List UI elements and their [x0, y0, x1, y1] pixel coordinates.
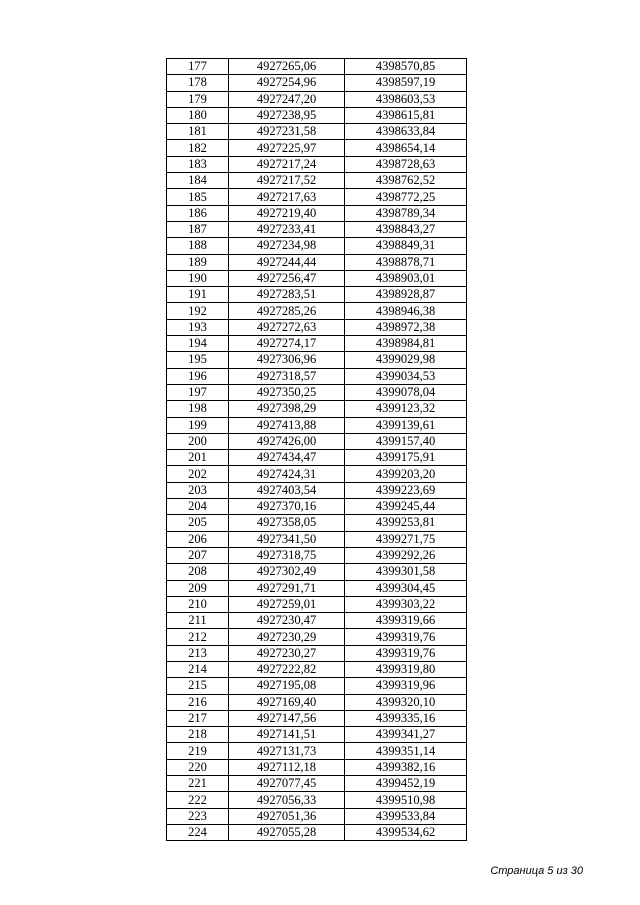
- point-number-cell: 218: [167, 727, 229, 743]
- y-coordinate-cell: 4399351,14: [345, 743, 467, 759]
- point-number-cell: 192: [167, 303, 229, 319]
- table-row: [167, 613, 467, 629]
- point-number-cell: 214: [167, 661, 229, 677]
- point-number-cell: 191: [167, 287, 229, 303]
- point-number-cell: 210: [167, 596, 229, 612]
- table-row: [167, 254, 467, 270]
- table-row: [167, 596, 467, 612]
- y-coordinate-cell: 4399029,98: [345, 352, 467, 368]
- y-coordinate-cell: 4399271,75: [345, 531, 467, 547]
- point-number-cell: 201: [167, 450, 229, 466]
- point-number-cell: 216: [167, 694, 229, 710]
- y-coordinate-cell: 4398654,14: [345, 140, 467, 156]
- x-coordinate-cell: 4927195,08: [229, 678, 345, 694]
- point-number-cell: 179: [167, 91, 229, 107]
- y-coordinate-cell: 4399301,58: [345, 564, 467, 580]
- x-coordinate-cell: 4927318,75: [229, 547, 345, 563]
- y-coordinate-cell: 4398728,63: [345, 156, 467, 172]
- point-number-cell: 177: [167, 59, 229, 75]
- point-number-cell: 199: [167, 417, 229, 433]
- table-row: [167, 824, 467, 840]
- x-coordinate-cell: 4927318,57: [229, 368, 345, 384]
- x-coordinate-cell: 4927222,82: [229, 661, 345, 677]
- x-coordinate-cell: 4927217,24: [229, 156, 345, 172]
- point-number-cell: 194: [167, 336, 229, 352]
- table-row: [167, 173, 467, 189]
- point-number-cell: 213: [167, 645, 229, 661]
- point-number-cell: 211: [167, 613, 229, 629]
- table-row: [167, 710, 467, 726]
- table-row: [167, 792, 467, 808]
- y-coordinate-cell: 4399319,76: [345, 645, 467, 661]
- y-coordinate-cell: 4398762,52: [345, 173, 467, 189]
- y-coordinate-cell: 4399319,80: [345, 661, 467, 677]
- y-coordinate-cell: 4399157,40: [345, 433, 467, 449]
- table-row: [167, 531, 467, 547]
- y-coordinate-cell: 4399245,44: [345, 499, 467, 515]
- point-number-cell: 183: [167, 156, 229, 172]
- table-row: [167, 661, 467, 677]
- y-coordinate-cell: 4399223,69: [345, 482, 467, 498]
- x-coordinate-cell: 4927272,63: [229, 319, 345, 335]
- table-row: [167, 107, 467, 123]
- y-coordinate-cell: 4399510,98: [345, 792, 467, 808]
- y-coordinate-cell: 4398972,38: [345, 319, 467, 335]
- y-coordinate-cell: 4398903,01: [345, 270, 467, 286]
- y-coordinate-cell: 4398633,84: [345, 124, 467, 140]
- point-number-cell: 217: [167, 710, 229, 726]
- x-coordinate-cell: 4927283,51: [229, 287, 345, 303]
- y-coordinate-cell: 4399203,20: [345, 466, 467, 482]
- y-coordinate-cell: 4399175,91: [345, 450, 467, 466]
- point-number-cell: 206: [167, 531, 229, 547]
- point-number-cell: 181: [167, 124, 229, 140]
- y-coordinate-cell: 4399335,16: [345, 710, 467, 726]
- y-coordinate-cell: 4398878,71: [345, 254, 467, 270]
- table-row: [167, 59, 467, 75]
- table-row: [167, 303, 467, 319]
- point-number-cell: 180: [167, 107, 229, 123]
- x-coordinate-cell: 4927291,71: [229, 580, 345, 596]
- x-coordinate-cell: 4927233,41: [229, 221, 345, 237]
- point-number-cell: 188: [167, 238, 229, 254]
- y-coordinate-cell: 4399253,81: [345, 515, 467, 531]
- x-coordinate-cell: 4927302,49: [229, 564, 345, 580]
- y-coordinate-cell: 4399452,19: [345, 776, 467, 792]
- y-coordinate-cell: 4398603,53: [345, 91, 467, 107]
- table-row: [167, 450, 467, 466]
- table-row: [167, 466, 467, 482]
- table-row: [167, 91, 467, 107]
- table-row: [167, 808, 467, 824]
- x-coordinate-cell: 4927169,40: [229, 694, 345, 710]
- point-number-cell: 208: [167, 564, 229, 580]
- point-number-cell: 212: [167, 629, 229, 645]
- point-number-cell: 196: [167, 368, 229, 384]
- x-coordinate-cell: 4927285,26: [229, 303, 345, 319]
- point-number-cell: 221: [167, 776, 229, 792]
- point-number-cell: 222: [167, 792, 229, 808]
- table-row: [167, 336, 467, 352]
- y-coordinate-cell: 4399319,76: [345, 629, 467, 645]
- x-coordinate-cell: 4927398,29: [229, 401, 345, 417]
- coordinates-table-body: [167, 59, 467, 841]
- y-coordinate-cell: 4398843,27: [345, 221, 467, 237]
- point-number-cell: 186: [167, 205, 229, 221]
- x-coordinate-cell: 4927141,51: [229, 727, 345, 743]
- table-row: [167, 238, 467, 254]
- table-row: [167, 352, 467, 368]
- y-coordinate-cell: 4399382,16: [345, 759, 467, 775]
- table-row: [167, 515, 467, 531]
- y-coordinate-cell: 4399319,66: [345, 613, 467, 629]
- x-coordinate-cell: 4927341,50: [229, 531, 345, 547]
- y-coordinate-cell: 4399123,32: [345, 401, 467, 417]
- x-coordinate-cell: 4927350,25: [229, 384, 345, 400]
- table-row: [167, 776, 467, 792]
- x-coordinate-cell: 4927147,56: [229, 710, 345, 726]
- x-coordinate-cell: 4927244,44: [229, 254, 345, 270]
- table-row: [167, 270, 467, 286]
- point-number-cell: 187: [167, 221, 229, 237]
- table-row: [167, 743, 467, 759]
- y-coordinate-cell: 4398615,81: [345, 107, 467, 123]
- table-row: [167, 319, 467, 335]
- point-number-cell: 223: [167, 808, 229, 824]
- point-number-cell: 220: [167, 759, 229, 775]
- table-row: [167, 124, 467, 140]
- point-number-cell: 185: [167, 189, 229, 205]
- x-coordinate-cell: 4927238,95: [229, 107, 345, 123]
- y-coordinate-cell: 4398849,31: [345, 238, 467, 254]
- x-coordinate-cell: 4927131,73: [229, 743, 345, 759]
- point-number-cell: 178: [167, 75, 229, 91]
- point-number-cell: 219: [167, 743, 229, 759]
- x-coordinate-cell: 4927230,47: [229, 613, 345, 629]
- table-row: [167, 727, 467, 743]
- table-row: [167, 645, 467, 661]
- y-coordinate-cell: 4398928,87: [345, 287, 467, 303]
- point-number-cell: 197: [167, 384, 229, 400]
- point-number-cell: 224: [167, 824, 229, 840]
- table-row: [167, 401, 467, 417]
- point-number-cell: 207: [167, 547, 229, 563]
- y-coordinate-cell: 4399319,96: [345, 678, 467, 694]
- x-coordinate-cell: 4927217,52: [229, 173, 345, 189]
- coordinates-table: [166, 58, 467, 841]
- y-coordinate-cell: 4398772,25: [345, 189, 467, 205]
- table-row: [167, 564, 467, 580]
- table-row: [167, 221, 467, 237]
- point-number-cell: 190: [167, 270, 229, 286]
- y-coordinate-cell: 4398946,38: [345, 303, 467, 319]
- x-coordinate-cell: 4927234,98: [229, 238, 345, 254]
- y-coordinate-cell: 4399304,45: [345, 580, 467, 596]
- x-coordinate-cell: 4927055,28: [229, 824, 345, 840]
- x-coordinate-cell: 4927230,27: [229, 645, 345, 661]
- table-row: [167, 694, 467, 710]
- y-coordinate-cell: 4399034,53: [345, 368, 467, 384]
- table-row: [167, 417, 467, 433]
- x-coordinate-cell: 4927247,20: [229, 91, 345, 107]
- x-coordinate-cell: 4927413,88: [229, 417, 345, 433]
- y-coordinate-cell: 4399292,26: [345, 547, 467, 563]
- x-coordinate-cell: 4927434,47: [229, 450, 345, 466]
- x-coordinate-cell: 4927424,31: [229, 466, 345, 482]
- y-coordinate-cell: 4399534,62: [345, 824, 467, 840]
- point-number-cell: 198: [167, 401, 229, 417]
- point-number-cell: 195: [167, 352, 229, 368]
- table-row: [167, 368, 467, 384]
- x-coordinate-cell: 4927370,16: [229, 499, 345, 515]
- table-row: [167, 75, 467, 91]
- point-number-cell: 202: [167, 466, 229, 482]
- table-row: [167, 580, 467, 596]
- table-row: [167, 189, 467, 205]
- x-coordinate-cell: 4927077,45: [229, 776, 345, 792]
- table-row: [167, 140, 467, 156]
- table-row: [167, 384, 467, 400]
- page-number-footer: Страница 5 из 30: [490, 865, 583, 877]
- x-coordinate-cell: 4927225,97: [229, 140, 345, 156]
- x-coordinate-cell: 4927259,01: [229, 596, 345, 612]
- x-coordinate-cell: 4927230,29: [229, 629, 345, 645]
- x-coordinate-cell: 4927403,54: [229, 482, 345, 498]
- point-number-cell: 203: [167, 482, 229, 498]
- x-coordinate-cell: 4927217,63: [229, 189, 345, 205]
- x-coordinate-cell: 4927358,05: [229, 515, 345, 531]
- x-coordinate-cell: 4927265,06: [229, 59, 345, 75]
- table-row: [167, 433, 467, 449]
- table-row: [167, 156, 467, 172]
- table-row: [167, 482, 467, 498]
- x-coordinate-cell: 4927426,00: [229, 433, 345, 449]
- y-coordinate-cell: 4398984,81: [345, 336, 467, 352]
- y-coordinate-cell: 4398597,19: [345, 75, 467, 91]
- table-row: [167, 499, 467, 515]
- y-coordinate-cell: 4399533,84: [345, 808, 467, 824]
- x-coordinate-cell: 4927274,17: [229, 336, 345, 352]
- point-number-cell: 204: [167, 499, 229, 515]
- x-coordinate-cell: 4927051,36: [229, 808, 345, 824]
- point-number-cell: 182: [167, 140, 229, 156]
- table-row: [167, 629, 467, 645]
- point-number-cell: 209: [167, 580, 229, 596]
- y-coordinate-cell: 4398789,34: [345, 205, 467, 221]
- y-coordinate-cell: 4399139,61: [345, 417, 467, 433]
- x-coordinate-cell: 4927219,40: [229, 205, 345, 221]
- x-coordinate-cell: 4927254,96: [229, 75, 345, 91]
- y-coordinate-cell: 4399341,27: [345, 727, 467, 743]
- y-coordinate-cell: 4398570,85: [345, 59, 467, 75]
- y-coordinate-cell: 4399303,22: [345, 596, 467, 612]
- point-number-cell: 205: [167, 515, 229, 531]
- table-row: [167, 678, 467, 694]
- x-coordinate-cell: 4927112,18: [229, 759, 345, 775]
- point-number-cell: 200: [167, 433, 229, 449]
- x-coordinate-cell: 4927056,33: [229, 792, 345, 808]
- point-number-cell: 184: [167, 173, 229, 189]
- table-row: [167, 759, 467, 775]
- x-coordinate-cell: 4927256,47: [229, 270, 345, 286]
- x-coordinate-cell: 4927231,58: [229, 124, 345, 140]
- point-number-cell: 189: [167, 254, 229, 270]
- y-coordinate-cell: 4399320,10: [345, 694, 467, 710]
- table-row: [167, 205, 467, 221]
- y-coordinate-cell: 4399078,04: [345, 384, 467, 400]
- point-number-cell: 193: [167, 319, 229, 335]
- x-coordinate-cell: 4927306,96: [229, 352, 345, 368]
- point-number-cell: 215: [167, 678, 229, 694]
- table-row: [167, 287, 467, 303]
- table-row: [167, 547, 467, 563]
